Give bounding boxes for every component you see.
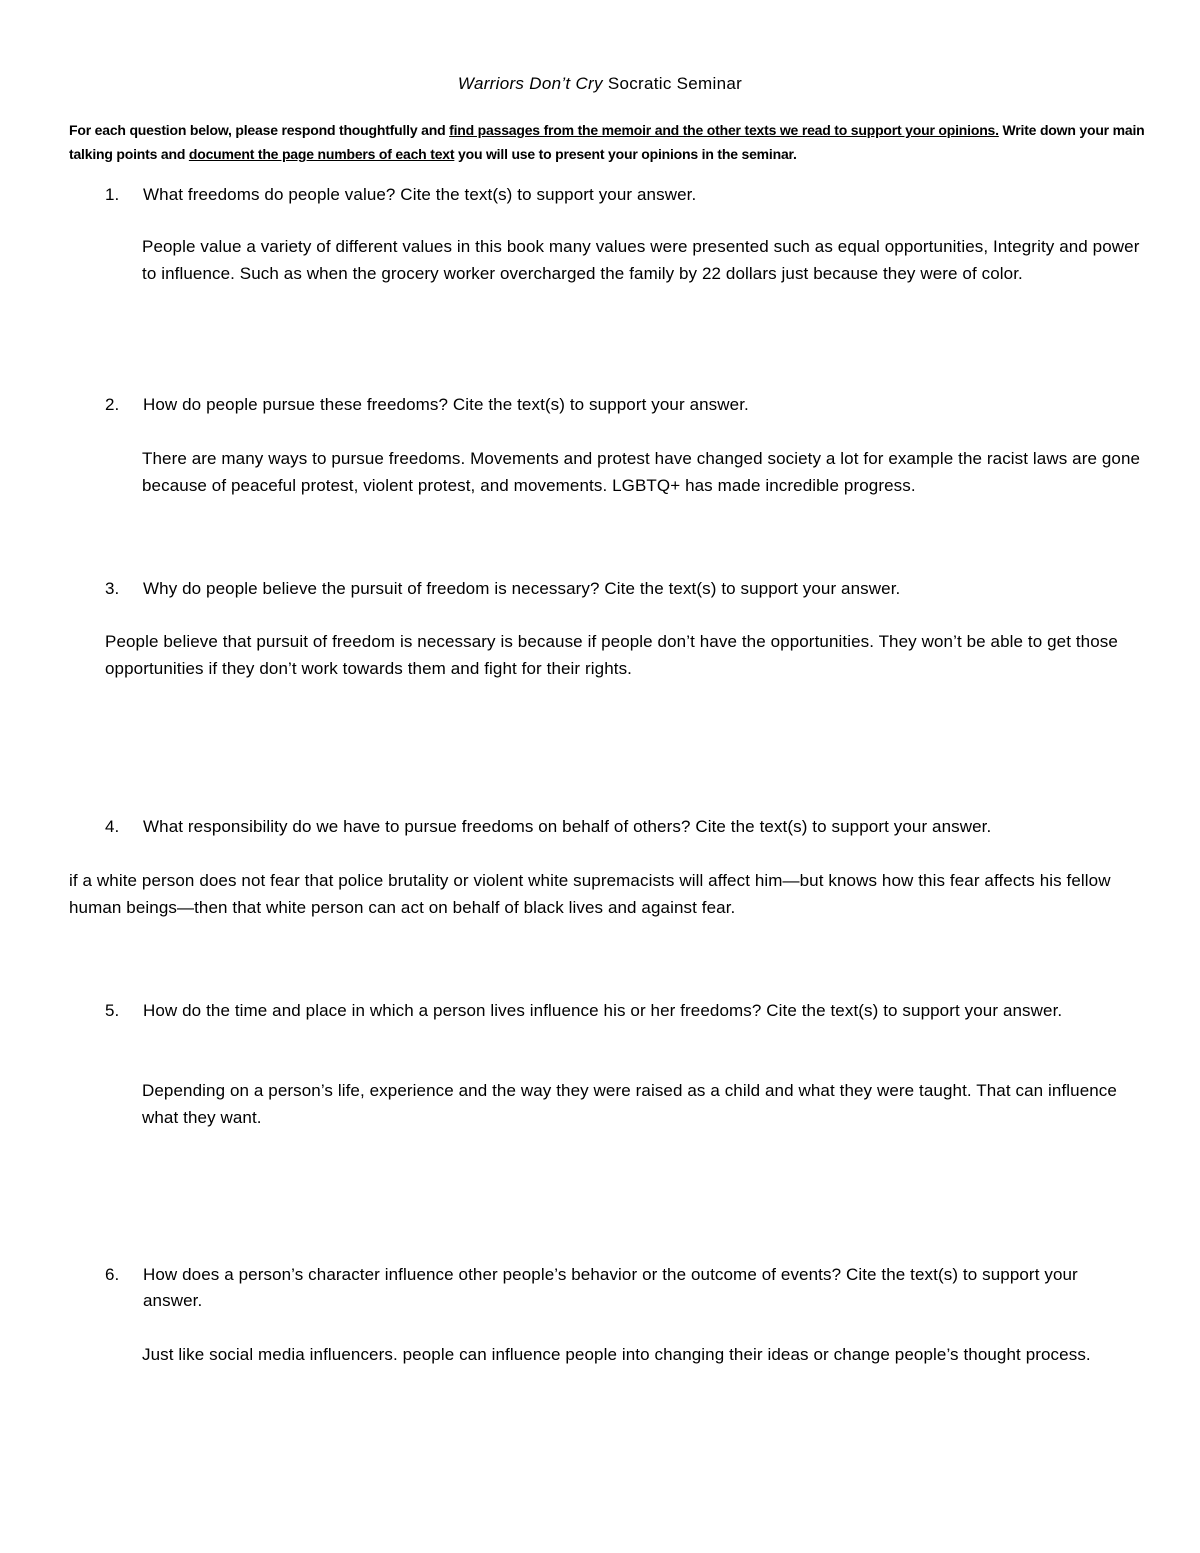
instructions-text-1: For each question below, please respond thoughtfully and: [69, 122, 450, 138]
answer-5: Depending on a person’s life, experience and the way they were raised as a child and what they were taught. That can influence what they want.: [142, 1081, 1117, 1127]
instructions-text-2: Write down your main talking points and: [69, 122, 1145, 162]
question-2: [105, 392, 1145, 418]
page-title: [0, 74, 1200, 94]
question-number: 2.: [105, 395, 120, 414]
question-4: [105, 814, 1165, 840]
answer-4: if a white person does not fear that police brutality or violent white supremacists will affect him—but knows how this fear affects his fellow human beings—then that white person can act on behalf of black lives and against fear.: [69, 871, 1111, 917]
answer-6: Just like social media influencers. people can influence people into changing their ideas or change people’s thought process.: [142, 1345, 1091, 1364]
question-text: What freedoms do people value? Cite the text(s) to support your answer.: [143, 185, 697, 204]
question-1: [105, 182, 1145, 208]
question-text: How does a person’s character influence other people’s behavior or the outcome of events? Cite the text(s) to support your answer.: [143, 1265, 1078, 1310]
question-6: [105, 1262, 1125, 1314]
instructions-text-3: you will use to present your opinions in the seminar.: [454, 146, 797, 162]
instructions-underline-2: document the page numbers of each text: [188, 146, 455, 162]
question-5: [105, 998, 1145, 1024]
question-text: How do people pursue these freedoms? Cite the text(s) to support your answer.: [143, 395, 749, 414]
question-text: Why do people believe the pursuit of freedom is necessary? Cite the text(s) to support your answer.: [143, 579, 901, 598]
title-suffix: Socratic Seminar: [602, 74, 743, 93]
answer-3: People believe that pursuit of freedom is necessary is because if people don’t have the opportunities. They won’t be able to get those opportunities if they don’t work towards them and fight for their rights.: [105, 632, 1118, 678]
question-number: 4.: [105, 817, 120, 836]
question-text: How do the time and place in which a person lives influence his or her freedoms? Cite the text(s) to support your answer.: [143, 1001, 1063, 1020]
instructions-underline-1: find passages from the memoir and the other texts we read to support your opinions.: [449, 122, 999, 138]
question-text: What responsibility do we have to pursue freedoms on behalf of others? Cite the text(s) to support your answer.: [143, 817, 992, 836]
question-number: 1.: [105, 185, 120, 204]
question-3: [105, 576, 1145, 602]
answer-2: There are many ways to pursue freedoms. Movements and protest have changed society a lot for example the racist laws are gone because of peaceful protest, violent protest, and movements. LGBTQ+ has made incredible progress.: [142, 449, 1141, 495]
answer-1: People value a variety of different values in this book many values were presented such as equal opportunities, Integrity and power to influence. Such as when the grocery worker overcharged the family by 22 dollars just because they were of color.: [142, 237, 1140, 283]
question-number: 5.: [105, 1001, 120, 1020]
instructions: [69, 118, 1149, 166]
question-number: 3.: [105, 579, 120, 598]
question-number: 6.: [105, 1265, 120, 1284]
title-book-name: Warriors Don’t Cry: [457, 74, 603, 93]
